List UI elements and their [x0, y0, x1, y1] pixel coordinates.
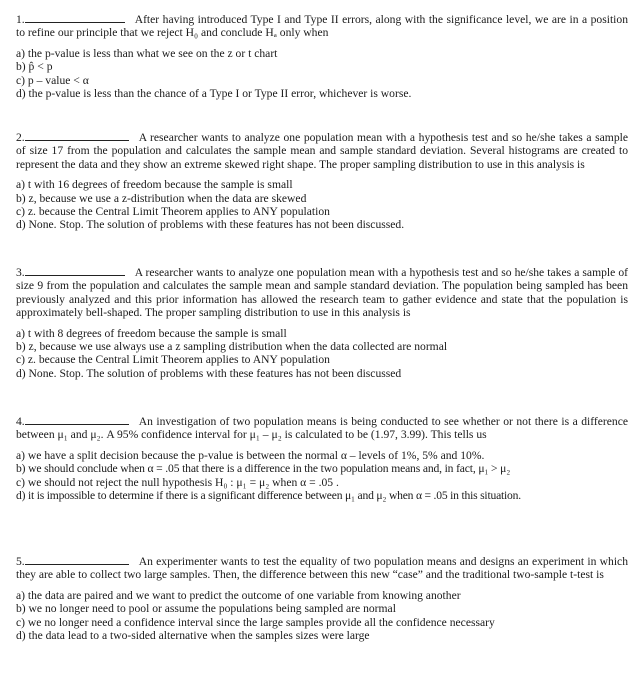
question-2-number: 2. — [16, 131, 25, 144]
question-4-text: An investigation of two population means is being conducted to see whether or not there is a difference between μ₁ and μ₂. A 95% confidence interval for μ₁ – μ₂ is calculated to be (1.97, 3.99). This tells us — [16, 415, 628, 442]
question-1-text: After having introduced Type I and Type II errors, along with the significance level, we are in a position to refine our principle that we reject H₀ and conclude Hₐ only when — [16, 13, 628, 40]
question-5 — [16, 554, 628, 642]
option-3d: d) None. Stop. The solution of problems with these features has not been discussed — [16, 366, 402, 380]
option-5c: c) we no longer need a confidence interval since the large samples provide all the confidence necessary — [16, 615, 495, 629]
question-3 — [16, 265, 628, 380]
option-2a: a) t with 16 degrees of freedom because the sample is small — [16, 178, 293, 192]
question-3-number: 3. — [16, 266, 25, 279]
option-1b: b) p̂ < p — [16, 60, 53, 74]
option-3a: a) t with 8 degrees of freedom because the sample is small — [16, 326, 287, 340]
question-1-stem — [16, 12, 628, 40]
option-2b: b) z, because we use a z-distribution when the data are skewed — [16, 191, 307, 205]
option-5d: d) the data lead to a two-sided alternative when the samples sizes were large — [16, 629, 370, 643]
option-5a: a) the data are paired and we want to predict the outcome of one variable from knowing another — [16, 588, 461, 602]
question-5-stem — [16, 554, 628, 582]
question-3-text: A researcher wants to analyze one population mean with a hypothesis test and so he/she takes a sample of size 9 from the population and calculates the sample mean and sample standard deviation. The population being sampled has been previously analyzed and this prior information has allowed the research team to gather evidence and state that the population is approximately bell-shaped. The proper sampling distribution to use in this analysis is — [16, 266, 628, 320]
question-4-number: 4. — [16, 415, 25, 428]
question-2-options — [16, 178, 628, 232]
option-3c: c) z. because the Central Limit Theorem applies to ANY population — [16, 353, 330, 367]
answer-blank-4[interactable] — [25, 414, 129, 425]
question-3-options — [16, 327, 628, 381]
question-5-text: An experimenter wants to test the equality of two population means and designs an experiment in which they are able to collect two large samples. Then, the difference between this new “case” and the traditional two-sample t-test is — [16, 555, 628, 582]
option-4b: b) we should conclude when α = .05 that there is a difference in the two population means and, in fact, μ₁ > μ₂ — [16, 462, 511, 476]
option-3b: b) z, because we use always use a z sampling distribution when the data collected are normal — [16, 340, 448, 354]
option-1d: d) the p-value is less than the chance of a Type I or Type II error, whichever is worse. — [16, 87, 412, 101]
question-5-number: 5. — [16, 555, 25, 568]
question-2-text: A researcher wants to analyze one population mean with a hypothesis test and so he/she takes a sample of size 17 from the population and calculates the sample mean and sample standard deviation. Several histograms are created to represent the data and they show an extreme skewed right shape. The proper sampling distribution to use in this analysis is — [16, 131, 628, 171]
question-1-options — [16, 47, 628, 101]
option-4d: d) it is impossible to determine if there is a significant difference between μ₁ and μ₂ when α = .05 in this situation. — [16, 489, 521, 503]
option-5b: b) we no longer need to pool or assume the populations being sampled are normal — [16, 602, 396, 616]
question-5-options — [16, 589, 628, 643]
answer-blank-2[interactable] — [25, 130, 129, 141]
question-1-number: 1. — [16, 13, 25, 26]
question-2 — [16, 130, 628, 232]
option-2d: d) None. Stop. The solution of problems with these features has not been discussed. — [16, 218, 405, 232]
answer-blank-5[interactable] — [25, 554, 129, 565]
answer-blank-1[interactable] — [25, 12, 125, 23]
option-2c: c) z. because the Central Limit Theorem applies to ANY population — [16, 205, 330, 219]
question-4-stem — [16, 414, 628, 442]
option-1a: a) the p-value is less than what we see on the z or t chart — [16, 46, 278, 60]
question-3-stem — [16, 265, 628, 320]
option-4c: c) we should not reject the null hypothesis H₀ : μ₁ = μ₂ when α = .05 . — [16, 475, 339, 489]
question-2-stem — [16, 130, 628, 171]
question-4 — [16, 414, 628, 502]
question-1 — [16, 12, 628, 100]
question-4-options — [16, 449, 628, 503]
answer-blank-3[interactable] — [25, 265, 125, 276]
option-1c: c) p – value < α — [16, 73, 89, 87]
option-4a: a) we have a split decision because the p-value is between the normal α – levels of 1%, 5% and 10%. — [16, 448, 485, 462]
